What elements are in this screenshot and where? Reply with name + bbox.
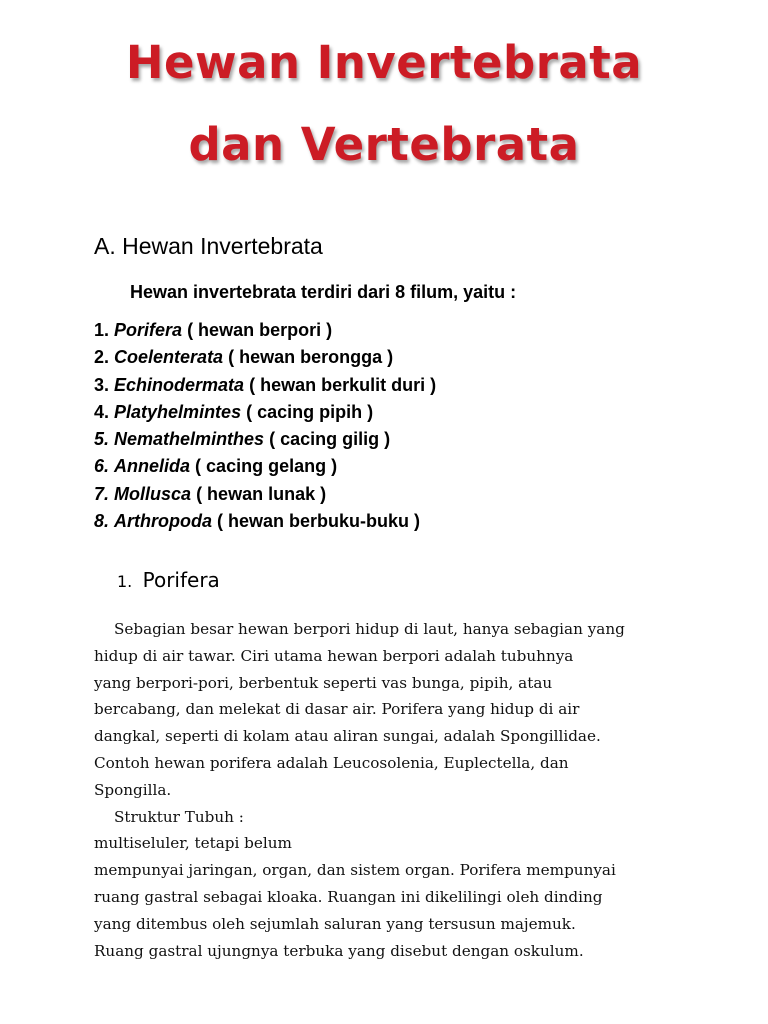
- document-title-line-1: Hewan Invertebrata: [125, 36, 643, 89]
- intro-sentence: Hewan invertebrata terdiri dari 8 filum, yaitu :: [130, 282, 517, 302]
- phylum-list-item: [94, 344, 436, 371]
- phylum-number: 8.: [94, 511, 110, 532]
- phylum-scientific-name: Coelenterata: [114, 347, 224, 368]
- paragraph-line: Contoh hewan porifera adalah Leucosolenia, Euplectella, dan: [94, 753, 569, 772]
- phylum-scientific-name: Mollusca: [114, 483, 192, 504]
- phylum-number: 7.: [94, 483, 110, 504]
- paragraph-line: bercabang, dan melekat di dasar air. Porifera yang hidup di air: [94, 700, 580, 719]
- document-title-line-2: dan Vertebrata: [188, 118, 580, 171]
- phylum-description: ( hewan berbuku-buku ): [212, 511, 421, 532]
- phylum-list-item: [94, 372, 436, 399]
- paragraph-line: yang berpori-pori, berbentuk seperti vas bunga, pipih, atau: [94, 673, 553, 692]
- phylum-description: ( hewan lunak ): [191, 483, 327, 504]
- phylum-scientific-name: Platyhelmintes: [114, 401, 242, 422]
- section-heading-invertebrata: A. Hewan Invertebrata: [94, 233, 323, 259]
- subsection-number: 1.: [117, 572, 133, 591]
- phylum-description: ( cacing gelang ): [190, 456, 338, 477]
- phylum-scientific-name: Annelida: [114, 456, 191, 477]
- phylum-description: ( hewan berpori ): [182, 320, 333, 340]
- phylum-list-item: [94, 508, 436, 535]
- phylum-description: ( hewan berkulit duri ): [244, 374, 437, 395]
- porifera-body-text: [94, 616, 694, 964]
- phylum-number: 4.: [94, 401, 110, 422]
- phylum-number: 5.: [94, 429, 110, 450]
- phylum-number: 6.: [94, 456, 110, 477]
- subsection-title: Porifera: [142, 568, 220, 592]
- paragraph-line: Spongilla.: [94, 780, 172, 799]
- paragraph-line: Ruang gastral ujungnya terbuka yang disebut dengan oskulum.: [94, 941, 584, 960]
- structure-label: Struktur Tubuh :: [114, 807, 244, 826]
- phylum-number: 2.: [94, 347, 110, 368]
- phylum-list-item: [94, 453, 436, 480]
- paragraph-line: hidup di air tawar. Ciri utama hewan berpori adalah tubuhnya: [94, 646, 574, 665]
- phylum-list-item: [94, 481, 436, 508]
- paragraph-line: yang ditembus oleh sejumlah saluran yang tersusun majemuk.: [94, 914, 576, 933]
- subsection-heading-porifera: [117, 565, 220, 597]
- phylum-scientific-name: Porifera: [114, 320, 183, 340]
- phylum-list-item: [94, 426, 436, 453]
- phylum-list: [94, 317, 436, 535]
- paragraph-line: multiseluler, tetapi belum: [94, 834, 292, 853]
- phylum-list-item: [94, 317, 436, 344]
- paragraph-line: dangkal, seperti di kolam atau aliran sungai, adalah Spongillidae.: [94, 727, 601, 746]
- phylum-scientific-name: Nemathelminthes: [114, 429, 265, 450]
- paragraph-line: ruang gastral sebagai kloaka. Ruangan ini dikelilingi oleh dinding: [94, 887, 603, 906]
- phylum-scientific-name: Echinodermata: [114, 374, 245, 395]
- phylum-list-item: [94, 399, 436, 426]
- phylum-number: 1.: [94, 320, 110, 340]
- document-title: [0, 22, 768, 186]
- phylum-number: 3.: [94, 374, 110, 395]
- paragraph-line: mempunyai jaringan, organ, dan sistem organ. Porifera mempunyai: [94, 861, 616, 880]
- phylum-scientific-name: Arthropoda: [114, 511, 213, 532]
- phylum-description: ( cacing gilig ): [264, 429, 391, 450]
- phylum-description: ( cacing pipih ): [241, 401, 374, 422]
- phylum-description: ( hewan berongga ): [223, 347, 394, 368]
- paragraph-line: Sebagian besar hewan berpori hidup di laut, hanya sebagian yang: [114, 620, 625, 638]
